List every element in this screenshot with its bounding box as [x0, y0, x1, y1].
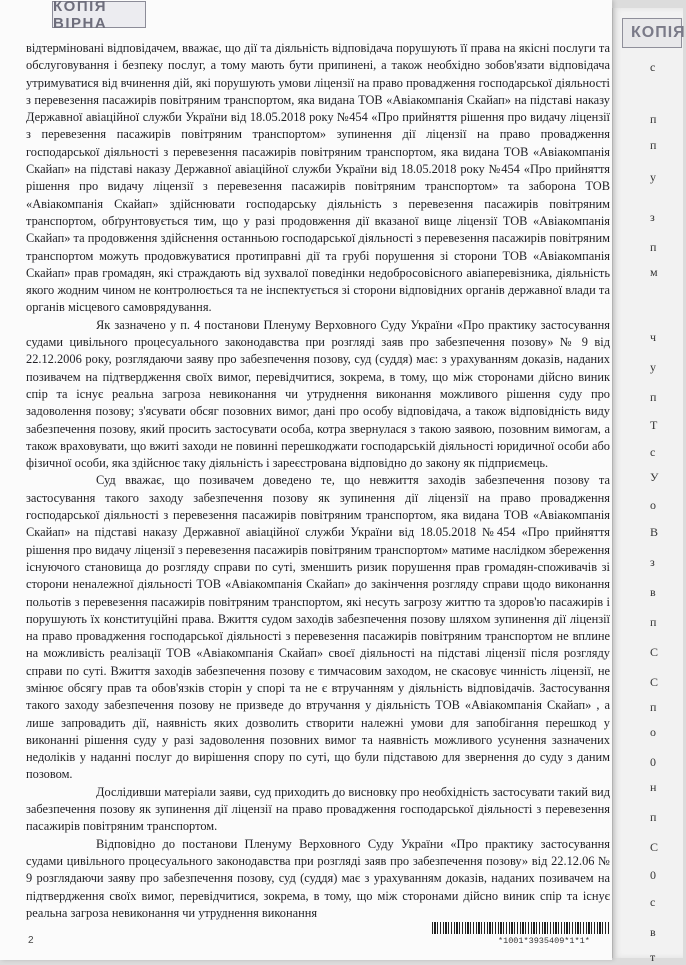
- page-number: 2: [28, 935, 34, 946]
- barcode-number: *1001*3935409*1*1*: [498, 936, 590, 946]
- adjacent-copy-stamp: КОПІЯ: [622, 18, 682, 48]
- paragraph-continuation: відтерміновані відповідачем, вважає, що дії та діяльність відповідача порушують її права на якісні послуги та обслуговування і безпеку послуг, а тому мають бути припинені, а також необхідно зобов'язати відповідача утримуватися від вчинення дій, які порушують умови ліцензії на право провадження господарської діяльності з перевезення пасажирів повітряним транспортом, яка видана ТОВ «Авіакомпанія Скайап» на підставі наказу Державної авіаційної служби України від 18.05.2018 року №454 «Про прийняття рішення про видачу ліцензії з перевезення пасажирів повітряним транспортом» зупинення дії ліцензії на право провадження господарської діяльності з перевезення пасажирів повітряним транспортом, яка видана ТОВ «Авіакомпанія Скайап» на підставі наказу Державної авіаційної служби України від 18.05.2018 року №454 «Про прийняття рішення про видачу ліцензії з перевезення пасажирів повітряним транспортом» та заборона ТОВ «Авіакомпанія Скайап» здійснювати господарську діяльність з перевезення пасажирів повітряним транспортом, обґрунтовується тим, що у разі продовження дії вказаної вище ліцензії ТОВ «Авіакомпанія Скайап» та продовження здійснення останньою господарської діяльності з перевезення пасажирів повітряним транспортом можуть продовжуватися протиправні дії та грубі порушення зі сторони ТОВ «Авіакомпанія Скайап» прав громадян, які страждають від зухвалої поведінки недобросовісного авіаперевізника, діяльність якого жодним чином не контролюється та не інспектується зі сторони відповідних органів державної влади та органів місцевого самоврядування.: [26, 41, 610, 315]
- adjacent-page-letter: 0: [650, 755, 656, 769]
- adjacent-page-edge: [612, 8, 683, 958]
- adjacent-page-letter: с: [650, 445, 656, 459]
- adjacent-page-letter: п: [650, 390, 657, 404]
- adjacent-page-letter: п: [650, 615, 657, 629]
- paragraph-conclusion: Дослідивши матеріали заяви, суд приходить до висновку про необхідність застосувати такий вид забезпечення позову як зупинення дії ліцензії на право провадження господарської діяльності з перевезення пасажирів повітряним транспортом.: [26, 784, 610, 834]
- adjacent-page-letter: о: [650, 498, 656, 512]
- adjacent-page-letter: с: [650, 60, 656, 74]
- paragraph-plenum-resolution: Відповідно до постанови Пленуму Верховного Суду України «Про практику застосування судами цивільного процесуального законодавства при розгляді заяв про забезпечення позову» від 22.12.06 № 9 розглядаючи заяву про забезпечення позову, суд (суддя) має з урахуванням доказів, наданих позивачем на підтвердження своїх вимог, перевідчитися, зокрема, в тому, що між сторонами дійсно виник спір та існує реальна загроза невиконання чи утруднення виконання: [26, 836, 610, 920]
- adjacent-page-letter: м: [650, 265, 658, 279]
- adjacent-page-letter: С: [650, 840, 659, 854]
- adjacent-page-letter: о: [650, 725, 656, 739]
- adjacent-page-letter: п: [650, 700, 657, 714]
- adjacent-page-letter: С: [650, 675, 659, 689]
- barcode-graphic: [432, 922, 610, 934]
- adjacent-page-letter: с: [650, 895, 656, 909]
- adjacent-page-letter: В: [650, 525, 659, 539]
- adjacent-page-letter: п: [650, 240, 657, 254]
- copy-certified-stamp: КОПІЯ ВІРНА: [52, 1, 146, 28]
- adjacent-page-letter: т: [650, 950, 656, 964]
- adjacent-page-letter: в: [650, 925, 656, 939]
- adjacent-page-letter: С: [650, 645, 659, 659]
- adjacent-page-letter: в: [650, 585, 656, 599]
- adjacent-page-letter: п: [650, 810, 657, 824]
- adjacent-page-letter: ч: [650, 330, 657, 344]
- adjacent-page-letter: з: [650, 210, 655, 224]
- adjacent-page-letter: п: [650, 112, 657, 126]
- adjacent-page-letter: у: [650, 360, 656, 374]
- adjacent-page-letter: 0: [650, 868, 656, 882]
- paragraph-plenum-reference: Як зазначено у п. 4 постанови Пленуму Верховного Суду України «Про практику застосування судами цивільного процесуального законодавства при розгляді заяв про забезпечення позову» № 9 від 22.12.2006 року, розглядаючи заяву про забезпечення позову, суд (суддя) має: з урахуванням доказів, наданих позивачем на підтвердження своїх вимог, перевідчитися, зокрема, в тому, що між сторонами дійсно виник спір та існує реальна загроза невиконання чи утруднення виконання можливого рішення суду про задоволення позову; з'ясувати обсяг позовних вимог, дані про особу відповідача, а також відповідність виду забезпечення позову, який просить застосувати особа, котра звернулася з такою заявою, позовним вимогам, а також враховувати, що вжиті заходи не повинні перешкоджати господарській діяльності юридичної особи або фізичної особи, яка здійснює таку діяльність і зареєстрована відповідно до закону як підприємець.: [26, 317, 610, 471]
- adjacent-page-letter: у: [650, 170, 656, 184]
- adjacent-page-letter: Т: [650, 418, 658, 432]
- document-body: [26, 40, 610, 922]
- adjacent-page-letter: У: [650, 470, 659, 484]
- adjacent-page-letter: п: [650, 138, 657, 152]
- adjacent-page-letter: з: [650, 555, 655, 569]
- adjacent-page-letter: н: [650, 780, 657, 794]
- paragraph-court-reasoning: Суд вважає, що позивачем доведено те, що невжиття заходів забезпечення позову та застосування такого заходу забезпечення позову як зупинення дії ліцензії на право провадження господарської діяльності з перевезення пасажирів повітряним транспортом, яка видана ТОВ «Авіакомпанія Скайап» на підставі наказу Державної авіаційної служби України від 18.05.2018 №454 «Про прийняття рішення про видачу ліцензії з перевезення пасажирів повітряним транспортом» матиме наслідком збереження існуючого становища до розгляду справи по суті, зменшить ризик порушення прав громадян-споживачів зі сторони неналежної діяльності ТОВ «Авіакомпанія Скайап» до закінчення розгляду справи щодо виконання польотів з перевезення пасажирів повітряним транспортом, які несуть загрозу життю та здоров'ю пасажирів і порушують їх конституційні права. Вжиття судом заходів забезпечення позову шляхом зупинення дії ліцензії на право провадження господарської діяльності з перевезення пасажирів повітряним транспортом не вплине на можливість реалізації ТОВ «Авіакомпанія Скайап» своєї діяльності на підставі ліцензії після розгляду справи по суті. Вжиття заходів забезпечення позову є тимчасовим заходом, не скасовує чинність ліцензії, не змінює обсягу прав та обов'язків сторін у спорі та не є втручанням у діяльність відповідачів. Застосування такого заходу забезпечення позову не призведе до втручання у діяльність ТОВ «Авіакомпанія Скайап» , а лише запровадить дії, наявність яких дозволить створити належні умови для запобігання перешкод у виконанні рішення суду у разі задоволення позовних вимог та наявність можливого усунення зазначених недоліків у наданні послуг до вирішення спору по суті, що були підставою для звернення до суду з даним позовом.: [26, 473, 610, 782]
